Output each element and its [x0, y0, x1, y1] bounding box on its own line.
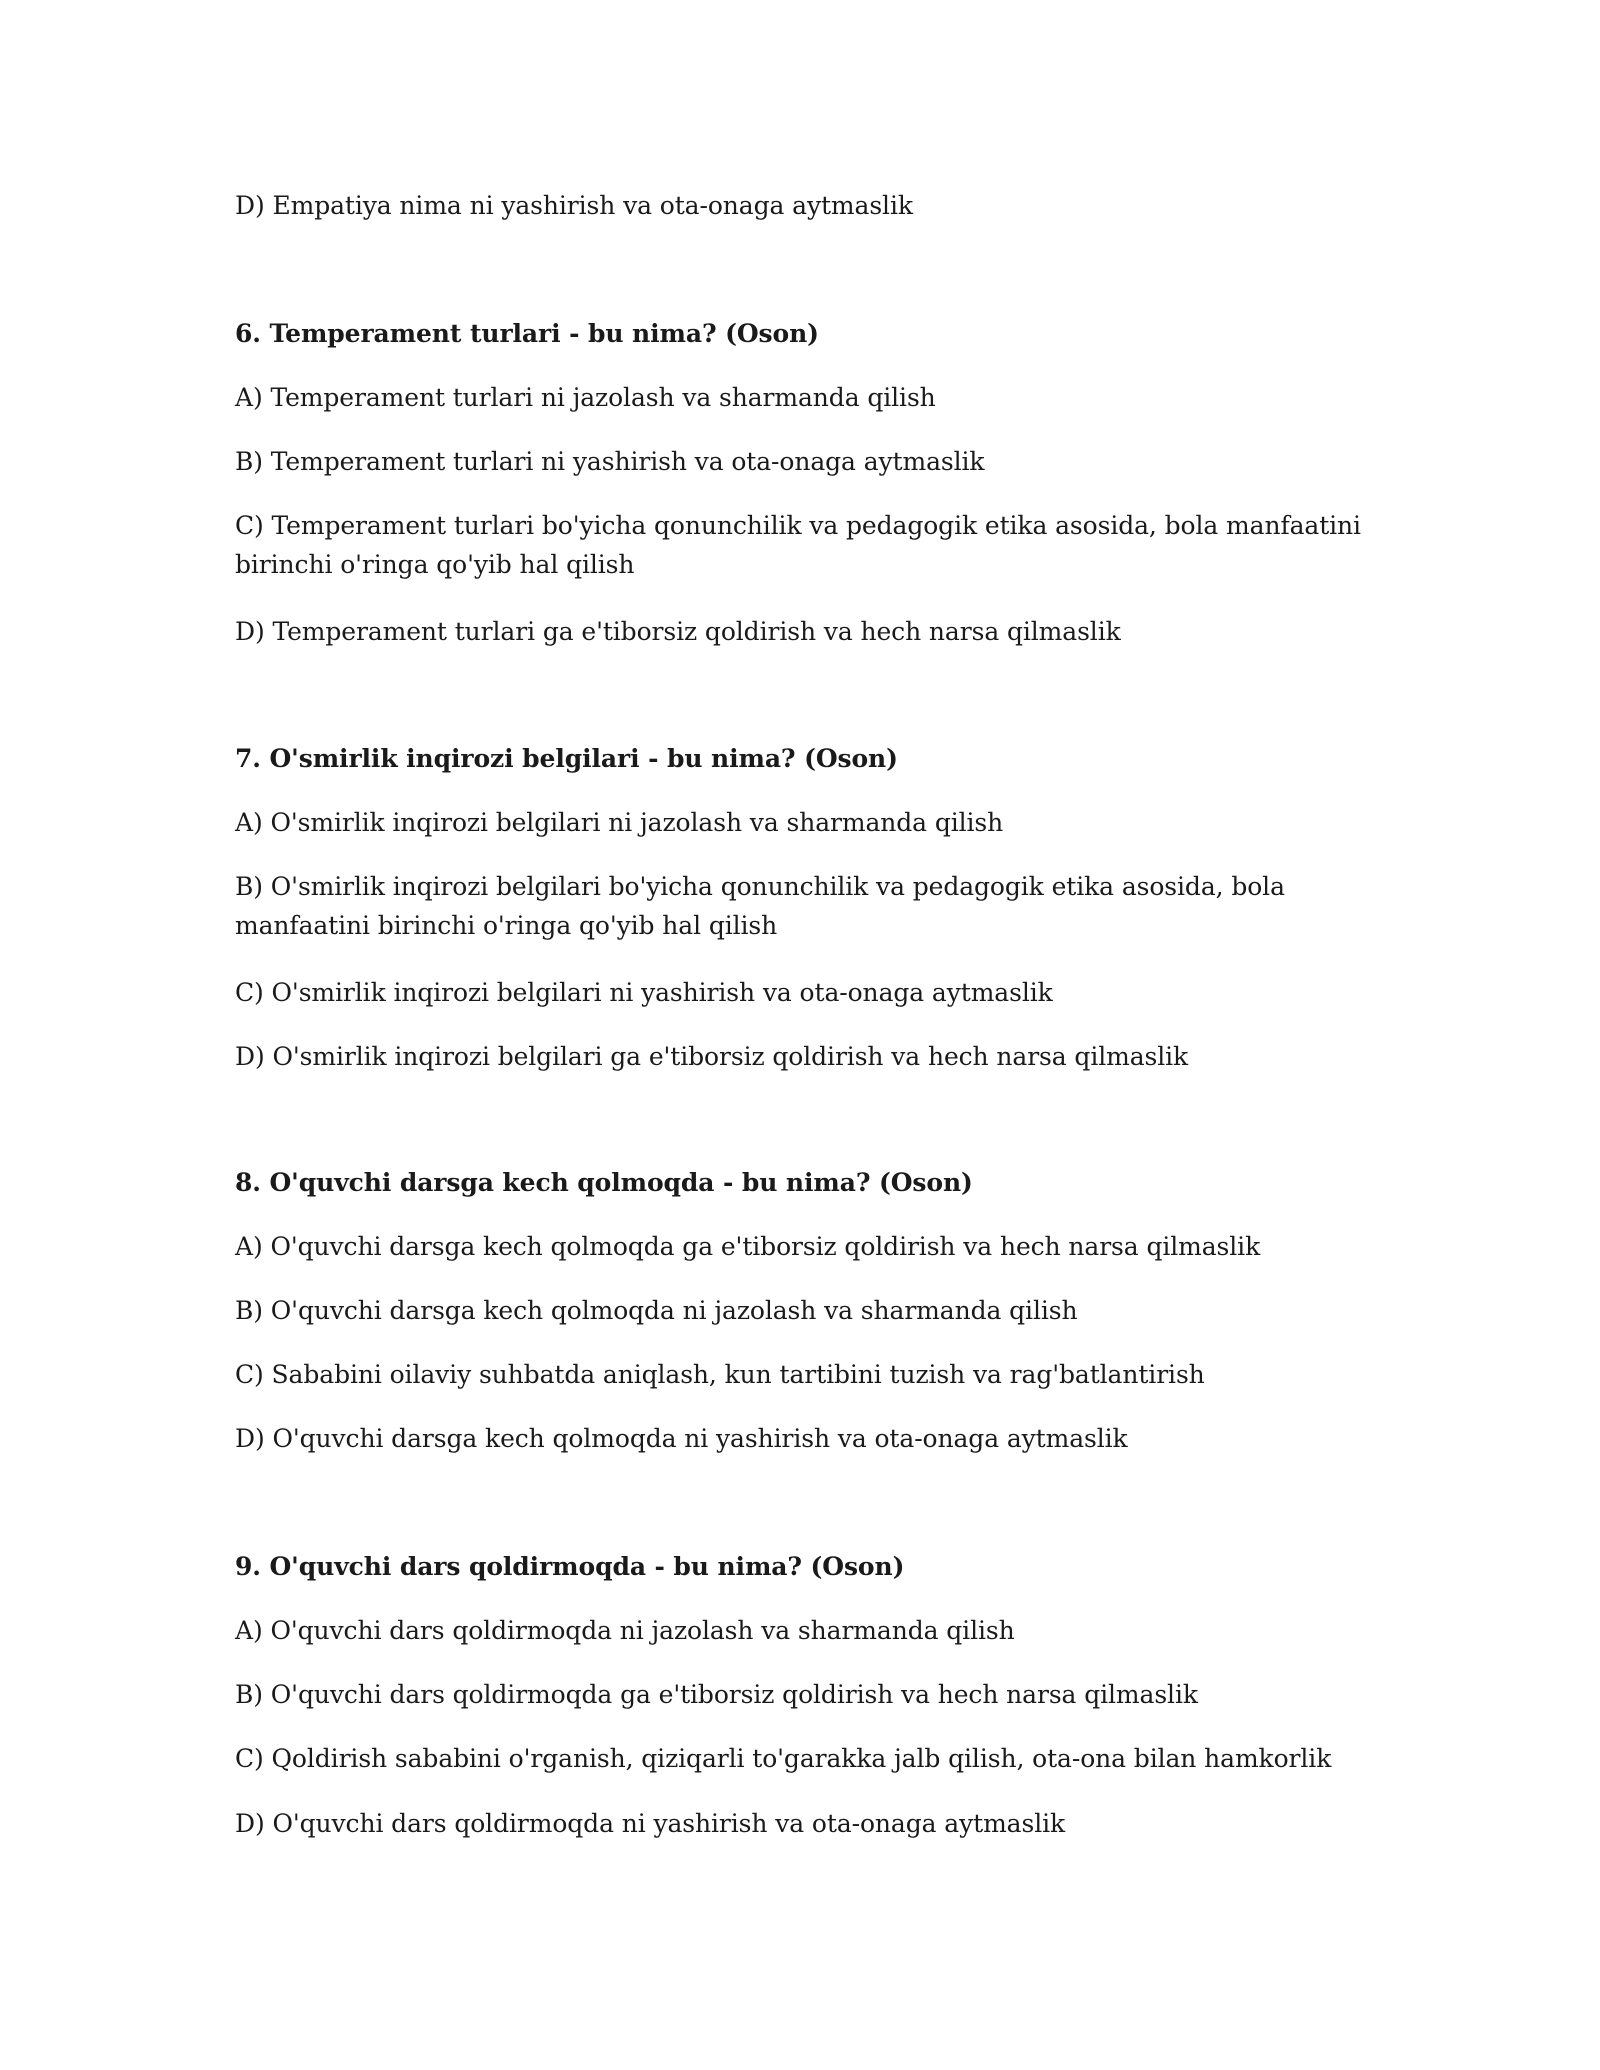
question-8-option-c: C) Sababini oilaviy suhbatda aniqlash, kun tartibini tuzish va rag'batlantirish: [235, 1360, 1205, 1389]
question-7-option-b: B) O'smirlik inqirozi belgilari bo'yicha qonunchilik va pedagogik etika asosida, bola manfaatini birinchi o'ringa qo'yib hal qilish: [235, 872, 1285, 940]
question-9-option-d: D) O'quvchi dars qoldirmoqda ni yashirish va ota-onaga aytmaslik: [235, 1809, 1066, 1838]
question-9-option-b: B) O'quvchi dars qoldirmoqda ga e'tiborsiz qoldirish va hech narsa qilmaslik: [235, 1680, 1198, 1709]
question-6-option-b: B) Temperament turlari ni yashirish va ota-onaga aytmaslik: [235, 447, 985, 476]
question-8-option-d: D) O'quvchi darsga kech qolmoqda ni yashirish va ota-onaga aytmaslik: [235, 1424, 1128, 1453]
question-6-option-c: C) Temperament turlari bo'yicha qonunchilik va pedagogik etika asosida, bola manfaatini birinchi o'ringa qo'yib hal qilish: [235, 511, 1361, 579]
question-9-option-c: C) Qoldirish sababini o'rganish, qiziqarli to'garakka jalb qilish, ota-ona bilan hamkorlik: [235, 1744, 1332, 1773]
question-9-option-a: A) O'quvchi dars qoldirmoqda ni jazolash va sharmanda qilish: [235, 1616, 1015, 1645]
question-8-option-a: A) O'quvchi darsga kech qolmoqda ga e'tiborsiz qoldirish va hech narsa qilmaslik: [235, 1232, 1261, 1261]
question-7-title: 7. O'smirlik inqirozi belgilari - bu nima? (Oson): [235, 744, 898, 773]
question-8-title: 8. O'quvchi darsga kech qolmoqda - bu nima? (Oson): [235, 1168, 973, 1197]
question-7-option-d: D) O'smirlik inqirozi belgilari ga e'tiborsiz qoldirish va hech narsa qilmaslik: [235, 1042, 1189, 1071]
question-7-option-a: A) O'smirlik inqirozi belgilari ni jazolash va sharmanda qilish: [235, 808, 1004, 837]
question-6-option-d: D) Temperament turlari ga e'tiborsiz qoldirish va hech narsa qilmaslik: [235, 617, 1121, 646]
question-7-option-c: C) O'smirlik inqirozi belgilari ni yashirish va ota-onaga aytmaslik: [235, 978, 1053, 1007]
question-8-option-b: B) O'quvchi darsga kech qolmoqda ni jazolash va sharmanda qilish: [235, 1296, 1078, 1325]
question-9-title: 9. O'quvchi dars qoldirmoqda - bu nima? (Oson): [235, 1552, 905, 1581]
option-d-prev: D) Empatiya nima ni yashirish va ota-onaga aytmaslik: [235, 191, 913, 220]
question-6-option-a: A) Temperament turlari ni jazolash va sharmanda qilish: [235, 383, 936, 412]
question-6-title: 6. Temperament turlari - bu nima? (Oson): [235, 319, 819, 348]
